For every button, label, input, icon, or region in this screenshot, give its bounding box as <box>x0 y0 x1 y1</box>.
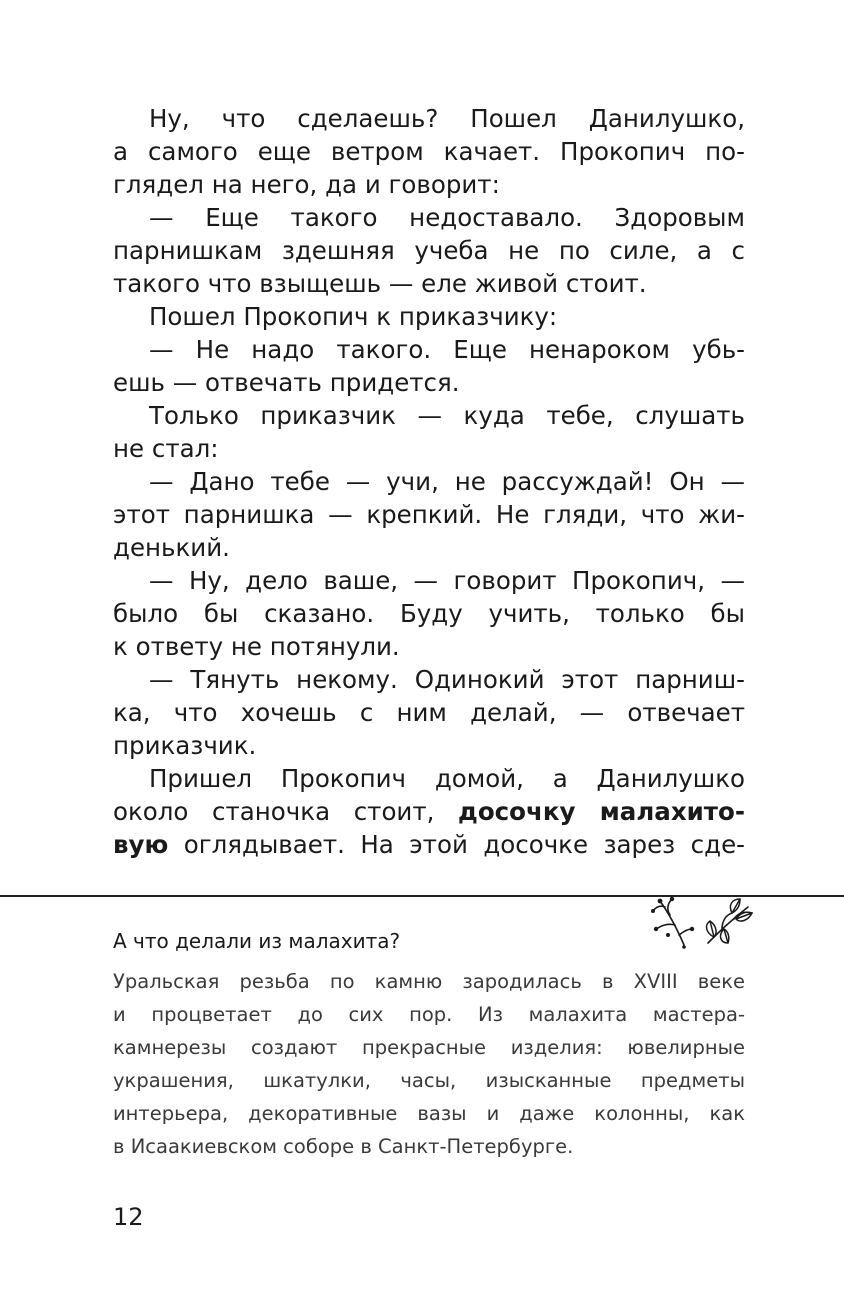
note-line: Уральская резьба по камню зародилась в XVIII веке <box>113 970 745 993</box>
story-line: Пошел Прокопич к приказчику: <box>149 302 558 331</box>
story-line: к ответу не потянули. <box>113 632 400 661</box>
story-line: глядел на него, да и говорит: <box>113 170 500 199</box>
story-text-segment: оглядывает. На этой досочке зарез сде- <box>168 830 745 859</box>
story-line: ка, что хочешь с ним делай, — отвечает <box>113 698 745 727</box>
story-line: ешь — отвечать придется. <box>113 368 460 397</box>
page-number: 12 <box>113 1203 144 1231</box>
story-line: — Еще такого недоставало. Здоровым <box>149 203 745 232</box>
note-line: в Исаакиевском соборе в Санкт-Петербурге. <box>113 1135 574 1158</box>
story-line: приказчик. <box>113 731 257 760</box>
story-line: — Не надо такого. Еще ненароком убь- <box>149 335 745 364</box>
story-line: Только приказчик — куда тебе, слушать <box>149 401 745 430</box>
story-line: не стал: <box>113 434 219 463</box>
story-line: такого что взыщешь — еле живой стоит. <box>113 269 647 298</box>
note-line: камнерезы создают прекрасные изделия: ювелирные <box>113 1036 745 1059</box>
highlighted-term: вую <box>113 830 169 859</box>
story-line: Пришел Прокопич домой, а Данилушко <box>149 764 745 793</box>
note-line: интерьера, декоративные вазы и даже колонны, как <box>113 1102 745 1125</box>
note-text <box>113 965 745 1163</box>
note-title: А что делали из малахита? <box>113 929 401 953</box>
story-line: а самого еще ветром качает. Прокопич по- <box>113 137 745 166</box>
story-text-segment: около станочка стоит, <box>113 797 459 826</box>
story-line: денький. <box>113 533 230 562</box>
story-line: Ну, что сделаешь? Пошел Данилушко, <box>149 104 745 133</box>
story-text <box>113 102 745 861</box>
story-line: этот парнишка — крепкий. Не гляди, что жи- <box>113 500 745 529</box>
sprig-icon <box>648 893 760 953</box>
highlighted-term: досочку малахито- <box>458 797 745 826</box>
note-line: украшения, шкатулки, часы, изысканные предметы <box>113 1069 745 1092</box>
story-line <box>113 795 745 828</box>
story-line: — Ну, дело ваше, — говорит Прокопич, — <box>149 566 745 595</box>
note-line: и процветает до сих пор. Из малахита мастера- <box>113 1003 745 1026</box>
story-line <box>113 828 745 861</box>
story-line: — Тянуть некому. Одинокий этот парниш- <box>149 665 745 694</box>
story-line: было бы сказано. Буду учить, только бы <box>113 599 745 628</box>
story-line: парнишкам здешняя учеба не по силе, а с <box>113 236 745 265</box>
story-line: — Дано тебе — учи, не рассуждай! Он — <box>149 467 745 496</box>
